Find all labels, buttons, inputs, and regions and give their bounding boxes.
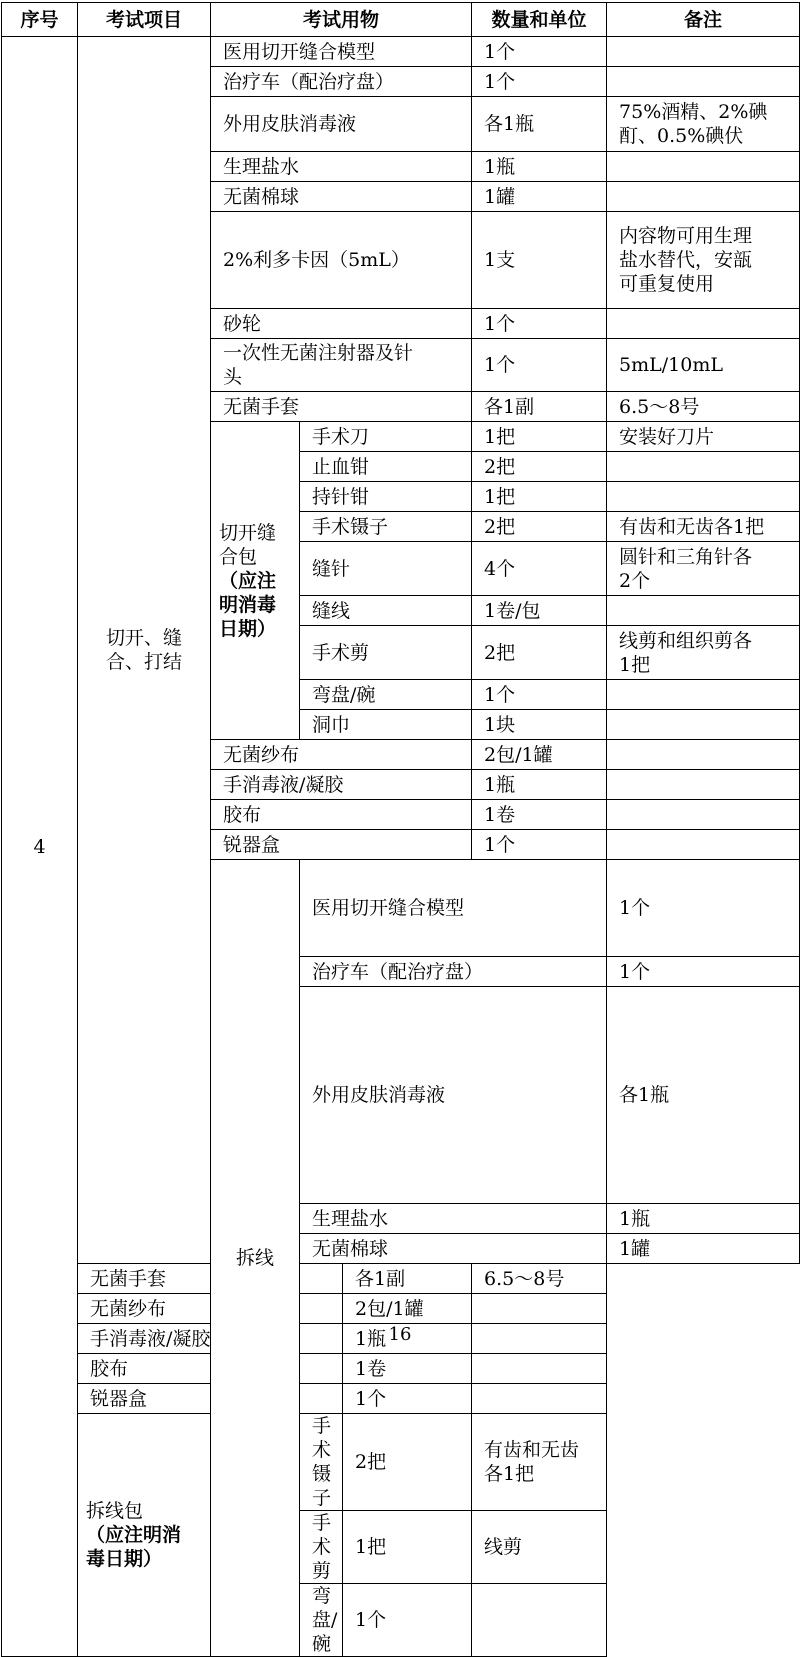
item-name: 治疗车（配治疗盘）	[300, 957, 607, 987]
kit-item-note	[607, 542, 800, 596]
kit-item-name: 缝针	[300, 542, 472, 596]
table-header-row	[2, 3, 800, 37]
kit-item-qty: 4个	[472, 542, 607, 596]
item-name: 医用切开缝合模型	[300, 860, 607, 957]
kit-item-qty: 1块	[472, 710, 607, 740]
kit-label-line: 切开缝	[219, 521, 277, 544]
item-qty: 1个	[607, 957, 800, 987]
kit-label-line: 日期）	[219, 617, 277, 640]
item-note	[607, 830, 800, 860]
project-incision-suture	[78, 37, 211, 1264]
kit-item-name: 持针钳	[300, 482, 472, 512]
header-qty: 数量和单位	[472, 3, 607, 37]
note-line: 盐水替代，安瓿	[619, 249, 753, 271]
item-name: 外用皮肤消毒液	[211, 97, 472, 152]
kit-label-line: 明消毒	[219, 593, 277, 616]
table-row	[2, 1414, 800, 1511]
item-qty: 1个	[343, 1384, 472, 1414]
item-note	[607, 182, 800, 212]
note-line: 线剪和组织剪各	[619, 629, 753, 652]
kit-item-name: 手术剪	[300, 626, 472, 680]
item-qty: 各1瓶	[607, 987, 800, 1204]
header-project: 考试项目	[78, 3, 211, 37]
kit-item-note	[607, 710, 800, 740]
item-note	[607, 37, 800, 67]
kit-item-note	[607, 452, 800, 482]
table-row	[2, 37, 800, 67]
item-name: 砂轮	[211, 309, 472, 339]
item-name: 无菌纱布	[78, 1294, 343, 1324]
item-name: 生理盐水	[300, 1204, 607, 1234]
kit-label-line: 拆线包	[86, 1500, 144, 1522]
item-note	[607, 212, 800, 309]
item-qty: 2包/1罐	[343, 1294, 472, 1324]
kit-item-qty: 2把	[472, 512, 607, 542]
header-note: 备注	[607, 3, 800, 37]
item-qty: 1个	[607, 860, 800, 957]
item-note	[607, 152, 800, 182]
item-note	[607, 67, 800, 97]
item-qty: 1卷	[472, 800, 607, 830]
kit-item-note	[472, 1584, 607, 1657]
kit-item-note	[607, 596, 800, 626]
item-qty: 1个	[472, 339, 607, 392]
project-line: 合、打结	[105, 651, 182, 673]
kit-label-incision-suture	[211, 422, 300, 740]
item-name: 生理盐水	[211, 152, 472, 182]
equipment-table	[1, 2, 800, 1657]
note-line: 1把	[619, 653, 651, 676]
kit-label-line: 合包	[219, 545, 258, 568]
kit-item-qty: 1个	[343, 1584, 472, 1657]
kit-item-qty: 1把	[472, 422, 607, 452]
item-note	[607, 97, 800, 152]
item-note	[607, 740, 800, 770]
kit-item-qty: 2把	[472, 452, 607, 482]
item-note: 6.5～8号	[472, 1264, 607, 1294]
kit-item-name: 手术刀	[300, 422, 472, 452]
item-name: 外用皮肤消毒液	[300, 987, 607, 1204]
item-qty: 1个	[472, 830, 607, 860]
item-note	[607, 309, 800, 339]
kit-item-note	[607, 482, 800, 512]
header-items: 考试用物	[211, 3, 472, 37]
item-name: 无菌手套	[78, 1264, 343, 1294]
item-note	[472, 1384, 607, 1414]
item-qty: 各1副	[343, 1264, 472, 1294]
kit-item-note: 有齿和无齿各1把	[607, 512, 800, 542]
item-qty: 各1瓶	[472, 97, 607, 152]
item-note: 6.5～8号	[607, 392, 800, 422]
kit-item-note	[607, 626, 800, 680]
item-qty: 1个	[472, 67, 607, 97]
item-qty: 2包/1罐	[472, 740, 607, 770]
note-line: 酊、0.5%碘伏	[619, 125, 744, 147]
kit-item-qty: 1个	[472, 680, 607, 710]
item-name: 2%利多卡因（5mL）	[211, 212, 472, 309]
table-row	[2, 1354, 800, 1384]
kit-label-suture-removal	[78, 1414, 300, 1657]
item-name	[211, 339, 472, 392]
kit-item-qty: 2把	[472, 626, 607, 680]
row-number: 4	[2, 37, 78, 1657]
project-suture-removal: 拆线	[211, 860, 300, 1657]
item-name: 手消毒液/凝胶	[78, 1324, 343, 1354]
item-name: 治疗车（配治疗盘）	[211, 67, 472, 97]
item-qty: 1个	[472, 309, 607, 339]
kit-item-note	[607, 680, 800, 710]
item-name: 手消毒液/凝胶	[211, 770, 472, 800]
note-line: 75%酒精、2%碘	[619, 101, 768, 123]
kit-label-line: （应注明消	[86, 1524, 182, 1546]
item-qty: 1支	[472, 212, 607, 309]
item-name: 医用切开缝合模型	[211, 37, 472, 67]
item-name: 无菌棉球	[211, 182, 472, 212]
kit-item-name: 手术镊子	[300, 1414, 343, 1511]
table-row	[2, 1294, 800, 1324]
kit-item-name: 弯盘/碗	[300, 680, 472, 710]
item-name: 无菌棉球	[300, 1234, 607, 1264]
page-number: 16	[388, 1324, 412, 1345]
item-name: 锐器盒	[211, 830, 472, 860]
kit-label-line: 毒日期）	[86, 1548, 163, 1570]
kit-item-name: 弯盘/碗	[300, 1584, 343, 1657]
item-note	[607, 800, 800, 830]
item-name: 无菌纱布	[211, 740, 472, 770]
header-no: 序号	[2, 3, 78, 37]
item-qty: 1罐	[472, 182, 607, 212]
kit-item-qty: 1把	[343, 1511, 472, 1584]
item-qty: 1卷	[343, 1354, 472, 1384]
item-qty: 1瓶	[343, 1324, 472, 1354]
project-line: 切开、缝	[105, 627, 182, 649]
kit-label-line: （应注	[219, 569, 277, 592]
kit-item-note: 线剪	[472, 1511, 607, 1584]
kit-item-qty: 2把	[343, 1414, 472, 1511]
item-qty: 1瓶	[472, 152, 607, 182]
kit-item-name: 手术镊子	[300, 512, 472, 542]
note-line: 2个	[619, 569, 651, 592]
item-name-line: 头	[223, 366, 243, 388]
item-qty: 1瓶	[472, 770, 607, 800]
item-name-line: 一次性无菌注射器及针	[223, 342, 414, 364]
item-note	[472, 1354, 607, 1384]
kit-item-qty: 1把	[472, 482, 607, 512]
kit-item-name: 手术剪	[300, 1511, 343, 1584]
kit-item-name: 缝线	[300, 596, 472, 626]
item-note	[472, 1294, 607, 1324]
note-line: 圆针和三角针各	[619, 545, 753, 568]
kit-item-name: 洞巾	[300, 710, 472, 740]
item-name: 胶布	[78, 1354, 343, 1384]
item-name: 胶布	[211, 800, 472, 830]
kit-item-note: 安装好刀片	[607, 422, 800, 452]
note-line: 内容物可用生理	[619, 225, 753, 247]
item-qty: 1个	[472, 37, 607, 67]
kit-item-qty: 1卷/包	[472, 596, 607, 626]
kit-item-note: 有齿和无齿各1把	[472, 1414, 607, 1511]
table-row	[2, 1384, 800, 1414]
item-name: 锐器盒	[78, 1384, 343, 1414]
table-row	[2, 1264, 800, 1294]
item-qty: 各1副	[472, 392, 607, 422]
item-name: 无菌手套	[211, 392, 472, 422]
item-qty: 1罐	[607, 1234, 800, 1264]
item-note: 5mL/10mL	[607, 339, 800, 392]
item-note	[607, 770, 800, 800]
item-qty: 1瓶	[607, 1204, 800, 1234]
note-line: 可重复使用	[619, 273, 715, 295]
kit-item-name: 止血钳	[300, 452, 472, 482]
